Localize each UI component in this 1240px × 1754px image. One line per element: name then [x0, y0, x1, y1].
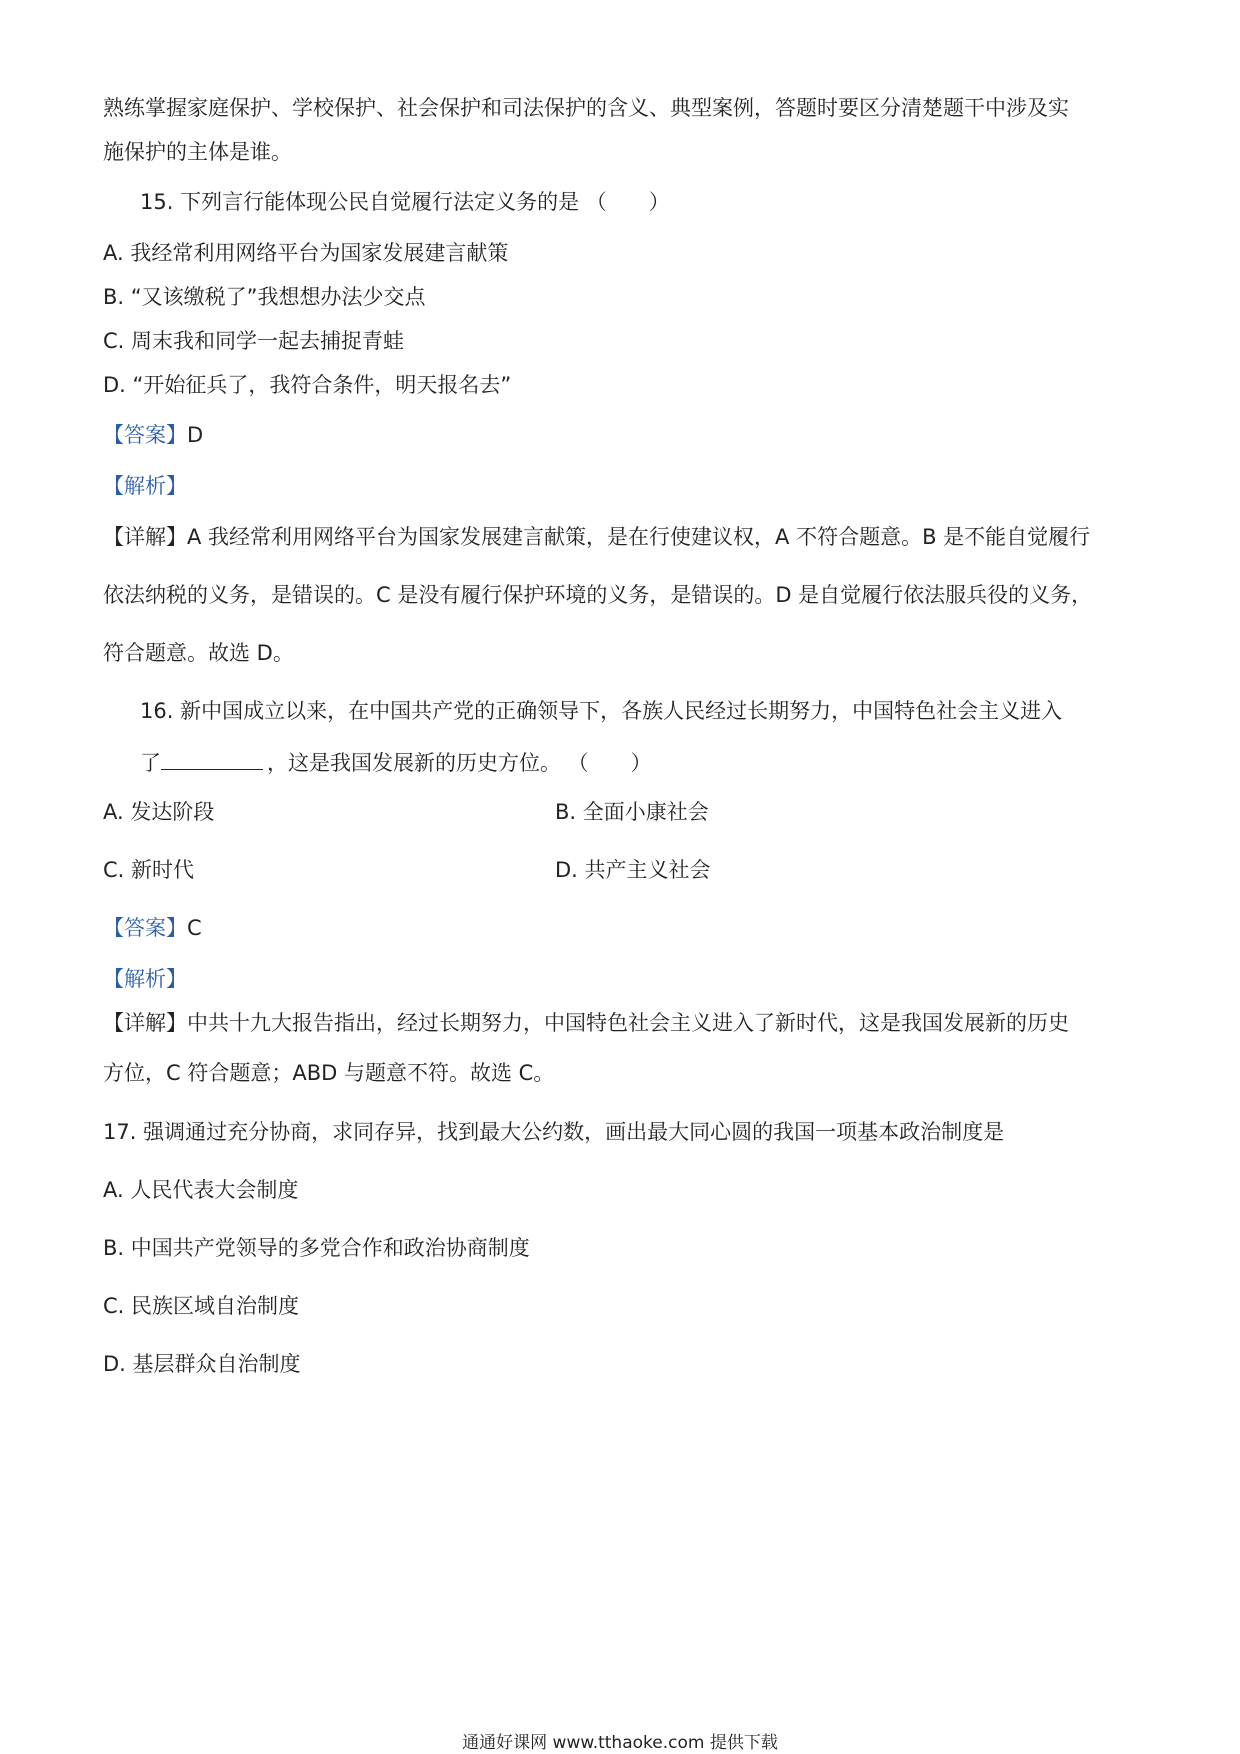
detail-text: A 我经常利用网络平台为国家发展建言献策，是在行使建议权，A 不符合题意。B 是不能自觉履行	[187, 525, 1091, 549]
q16-answer	[103, 915, 202, 941]
q16-option-a: A. 发达阶段	[103, 800, 215, 824]
q17-option-c: C. 民族区域自治制度	[103, 1294, 300, 1318]
q17-stem: 17. 强调通过充分协商，求同存异，找到最大公约数，画出最大同心圆的我国一项基本政治制度是	[103, 1120, 1005, 1144]
q17-option-b: B. 中国共产党领导的多党合作和政治协商制度	[103, 1236, 530, 1260]
q16-option-b: B. 全面小康社会	[555, 800, 709, 824]
q15-detail-line-2: 依法纳税的义务，是错误的。C 是没有履行保护环境的义务，是错误的。D 是自觉履行依法服兵役的义务，	[103, 583, 1093, 607]
q16-analysis-tag: 【解析】	[103, 967, 187, 991]
q15-option-b: B. “又该缴税了”我想想办法少交点	[103, 285, 426, 309]
intro-line-2: 施保护的主体是谁。	[103, 140, 292, 164]
q15-answer	[103, 422, 203, 448]
q15-detail-line-3: 符合题意。故选 D。	[103, 641, 294, 665]
fill-in-blank	[161, 749, 263, 770]
answer-value: C	[187, 916, 202, 940]
q16-stem-line-1: 16. 新中国成立以来，在中国共产党的正确领导下，各族人民经过长期努力，中国特色社会主义进入	[140, 699, 1063, 723]
answer-tag: 【答案】	[103, 916, 187, 940]
q15-option-c: C. 周末我和同学一起去捕捉青蛙	[103, 329, 405, 353]
q15-option-d: D. “开始征兵了，我符合条件，明天报名去”	[103, 373, 512, 397]
q16-detail-line-1	[103, 1010, 1069, 1036]
q17-option-d: D. 基层群众自治制度	[103, 1352, 301, 1376]
answer-value: D	[187, 423, 204, 447]
q15-stem: 15. 下列言行能体现公民自觉履行法定义务的是 （ ）	[140, 190, 670, 214]
q15-detail-line-1	[103, 524, 1090, 550]
intro-line-1: 熟练掌握家庭保护、学校保护、社会保护和司法保护的含义、典型案例，答题时要区分清楚题干中涉及实	[103, 96, 1069, 120]
stem-prefix: 了	[140, 751, 161, 775]
page-footer: 通通好课网 www.tthaoke.com 提供下载	[462, 1733, 778, 1753]
stem-suffix: ，这是我国发展新的历史方位。 （ ）	[267, 751, 652, 775]
q15-analysis-tag: 【解析】	[103, 474, 187, 498]
q15-option-a: A. 我经常利用网络平台为国家发展建言献策	[103, 241, 509, 265]
detail-tag: 【详解】	[103, 1011, 187, 1035]
detail-tag: 【详解】	[103, 525, 187, 549]
q16-detail-line-2: 方位，C 符合题意；ABD 与题意不符。故选 C。	[103, 1061, 555, 1085]
q16-option-c: C. 新时代	[103, 858, 195, 882]
detail-text: 中共十九大报告指出，经过长期努力，中国特色社会主义进入了新时代，这是我国发展新的历史	[187, 1011, 1069, 1035]
q16-option-d: D. 共产主义社会	[555, 858, 711, 882]
q16-stem-line-2	[140, 749, 652, 776]
answer-tag: 【答案】	[103, 423, 187, 447]
q17-option-a: A. 人民代表大会制度	[103, 1178, 299, 1202]
